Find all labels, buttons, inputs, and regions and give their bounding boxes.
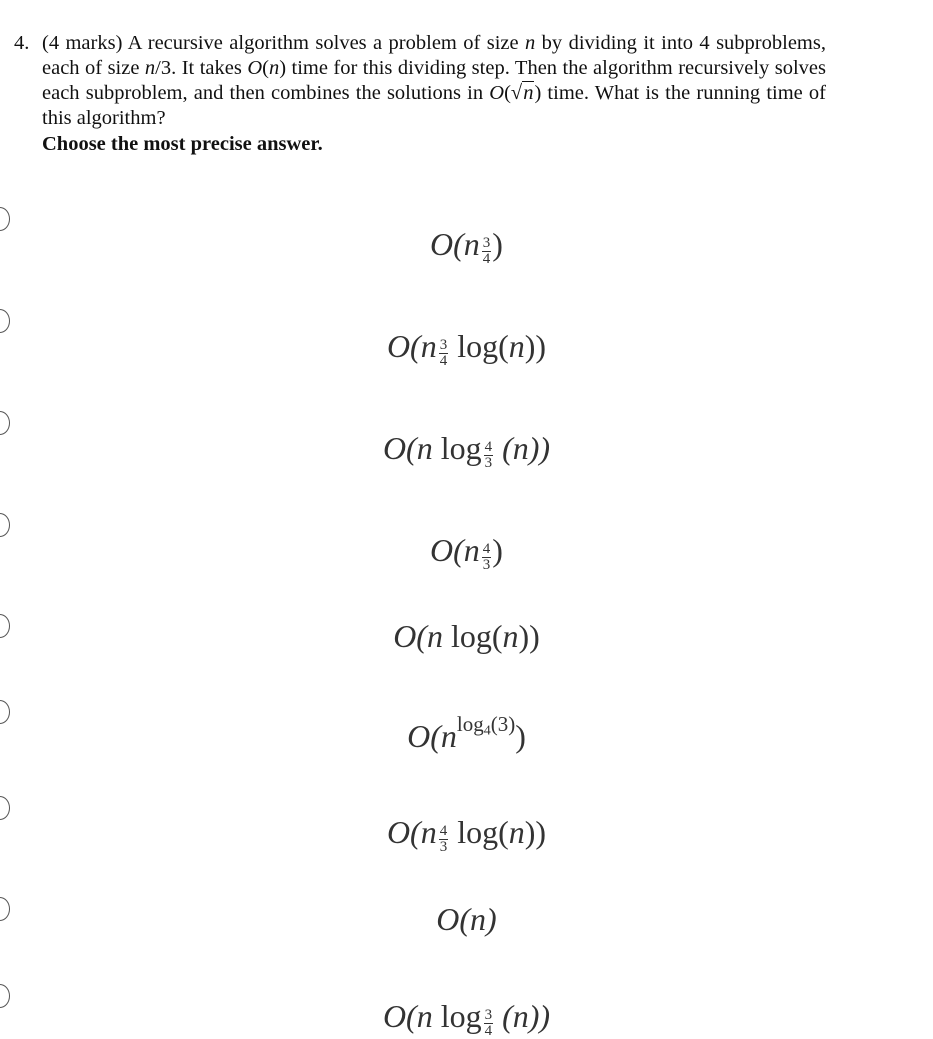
option-8-label: O(n): [436, 901, 497, 937]
option-5-label: O(n log(n)): [393, 618, 540, 654]
sqrt-n: √n: [510, 82, 534, 104]
option-4-label: O(n $\frac{4}{3}$ ): [430, 532, 503, 573]
option-1-label: O(n $\frac{3}{4}$ ): [430, 226, 503, 267]
exponent-fraction: $\frac{3}{4}$: [439, 336, 448, 369]
question-body: (4 marks) A recursive algorithm solves a problem of size n by dividing it into 4 subproblems, each of size n/3. It takes O(n) time for this dividing step. Then the algorithm recursively solves each subproblem, and then combines the solutions in O(√n) time. What is the running time of this algorithm?: [42, 32, 827, 129]
option-7-label: O(n $\frac{4}{3}$ log(n)): [386, 814, 547, 855]
question-text: [14, 31, 826, 157]
option-9-label: O(n log $\frac{3}{4}$ (n)): [382, 998, 551, 1039]
exponent-fraction: $\frac{4}{3}$: [484, 438, 493, 471]
exponent-log: log4(3): [456, 712, 516, 739]
option-2-label: O(n $\frac{3}{4}$ log(n)): [386, 328, 547, 369]
question-marks: (4 marks): [42, 32, 123, 54]
option-3-label: O(n log $\frac{4}{3}$ (n)): [382, 430, 551, 471]
option-6-label: $O(n^{log_4(3)})$: [407, 712, 526, 754]
exponent-fraction: $\frac{3}{4}$: [484, 1006, 493, 1039]
exponent-fraction: $\frac{4}{3}$: [439, 822, 448, 855]
question-number: 4.: [14, 32, 30, 54]
exponent-fraction: $\frac{4}{3}$: [482, 540, 491, 573]
exponent-fraction: $\frac{3}{4}$: [482, 234, 491, 267]
question-instruction: Choose the most precise answer.: [42, 133, 323, 155]
